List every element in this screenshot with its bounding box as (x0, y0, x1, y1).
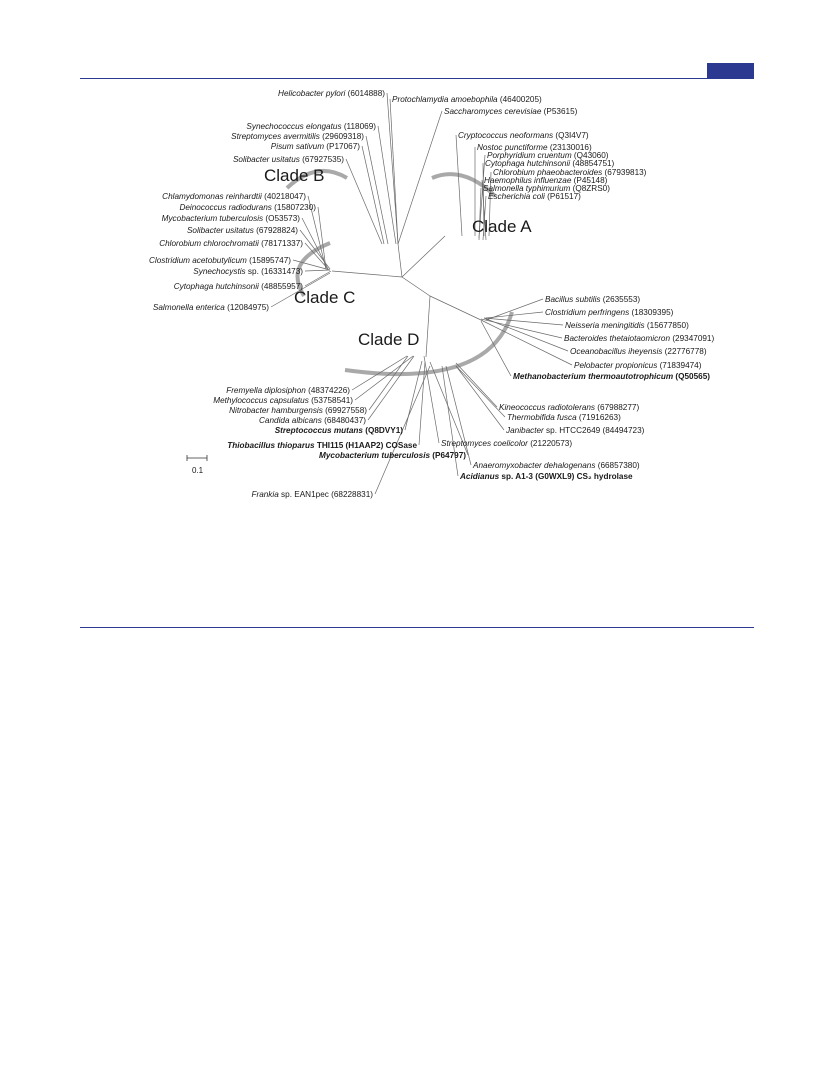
accession: (67927535) (299, 155, 344, 164)
species-name: Frankia (251, 490, 279, 499)
leaf-label (564, 334, 714, 343)
species-name: Clostridium acetobutylicum (149, 256, 247, 265)
accession: (15677850) (644, 321, 689, 330)
leaf-label (153, 303, 269, 312)
accession: (Q50565) (673, 372, 710, 381)
internal-branch (430, 296, 481, 320)
accession: sp. EAN1pec (68228831) (278, 490, 373, 499)
leaf-label (231, 132, 364, 141)
leaf-label (246, 122, 376, 131)
leaf-label (488, 192, 581, 201)
accession: (P53615) (541, 107, 578, 116)
species-name: Bacteroides thetaiotaomicron (564, 334, 671, 343)
accession: (P61517) (544, 192, 581, 201)
species-name: Porphyridium cruentum (487, 151, 572, 160)
accession: (66857380) (595, 461, 640, 470)
accession: (40218047) (261, 192, 306, 201)
accession: (46400205) (497, 95, 542, 104)
species-name: Mycobacterium tuberculosis (319, 451, 431, 460)
species-name: Bacillus subtilis (545, 295, 601, 304)
internal-branch (332, 271, 402, 277)
leaf-branch (366, 136, 388, 244)
accession: (12084975) (224, 303, 269, 312)
species-name: Kineococcus radiotolerans (499, 403, 596, 412)
species-name: Streptococcus mutans (274, 426, 363, 435)
leaf-label (505, 426, 645, 435)
leaf-branch (456, 366, 504, 430)
species-name: Neisseria meningitidis (565, 321, 645, 330)
internal-branch (426, 296, 430, 357)
leaf-label (574, 361, 702, 370)
leaf-label (162, 214, 301, 223)
species-name: Streptomyces avermitilis (231, 132, 320, 141)
accession: (48855957) (258, 282, 303, 291)
clade-a-label: Clade A (472, 217, 532, 236)
internal-branch (398, 244, 402, 277)
species-name: Methylococcus capsulatus (213, 396, 309, 405)
leaf-label (179, 203, 316, 212)
leaf-branch (378, 126, 396, 244)
leaf-label (193, 267, 303, 276)
leaf-label (392, 95, 542, 104)
clade-b-label: Clade B (264, 166, 325, 185)
clade-c-label: Clade C (294, 288, 356, 307)
species-name: Mycobacterium tuberculosis (161, 214, 264, 223)
species-name: Fremyella diplosiphon (226, 386, 306, 395)
leaf-branch (484, 318, 563, 325)
leaf-label (229, 406, 367, 415)
species-name: Anaeromyxobacter dehalogenans (473, 461, 596, 470)
accession: sp. HTCC2649 (84494723) (543, 426, 645, 435)
leaf-branch (405, 361, 422, 430)
species-name: Pisum sativum (270, 142, 325, 151)
accession: (29609318) (319, 132, 364, 141)
accession: (23130016) (547, 143, 592, 152)
leaf-label (149, 256, 291, 265)
species-name: Synechococcus elongatus (246, 122, 342, 131)
accession: (118069) (341, 122, 376, 131)
species-name: Clostridium perfringens (545, 308, 630, 317)
leaf-branch (305, 271, 331, 286)
leaf-label (499, 403, 639, 412)
accession: (53758541) (308, 396, 353, 405)
leaf-label (271, 142, 360, 151)
leaf-label (319, 451, 466, 460)
leaf-branch (456, 363, 497, 407)
species-name: Nostoc punctiforme (477, 143, 548, 152)
leaf-branch (486, 312, 543, 318)
species-name: Oceanobacillus iheyensis (570, 347, 663, 356)
species-name: Haemophilus influenzae (484, 176, 572, 185)
accession: (67939813) (602, 168, 647, 177)
species-name: Cryptococcus neoformans (458, 131, 554, 140)
leaf-label (213, 396, 353, 405)
leaf-branch (362, 146, 384, 244)
scale-bar (187, 455, 207, 475)
leaf-label (485, 159, 615, 168)
leaf-label (233, 155, 344, 164)
leaf-label (227, 441, 417, 450)
accession: (15895747) (246, 256, 291, 265)
leaf-label (174, 282, 304, 291)
accession: THI115 (H1AAP2) COSase (314, 441, 417, 450)
accession: (69927558) (322, 406, 367, 415)
leaf-label (226, 386, 350, 395)
leaf-branch (355, 356, 413, 400)
species-name: Methanobacterium thermoautotrophicum (513, 372, 674, 381)
species-name: Chlorobium phaeobacteroides (493, 168, 603, 177)
accession: (P45148) (571, 176, 608, 185)
accession: (Q8ZRS0) (570, 184, 610, 193)
leaf-branch (390, 99, 398, 244)
leaf-label (545, 295, 640, 304)
leaf-branch (424, 356, 439, 443)
accession: (O53573) (263, 214, 300, 223)
leaf-label (187, 226, 298, 235)
leaf-labels (149, 89, 714, 499)
accession: sp. (16331473) (245, 267, 303, 276)
leaf-label (565, 321, 689, 330)
leaf-branch (484, 318, 568, 351)
accession: (Q8DVY1) (362, 426, 403, 435)
leaf-label (441, 439, 572, 448)
leaf-label (275, 426, 404, 435)
species-name: Protochlamydia amoebophila (392, 95, 498, 104)
species-name: Pelobacter propionicus (574, 361, 658, 370)
leaf-label (458, 131, 589, 140)
internal-branch (402, 236, 445, 277)
accession: (78171337) (258, 239, 303, 248)
accession: (Q3I4V7) (553, 131, 589, 140)
leaf-label (513, 372, 710, 381)
leaf-branch (456, 366, 505, 417)
leaf-branch (346, 159, 382, 244)
leaf-label (472, 461, 640, 470)
leaf-branch (318, 207, 326, 269)
species-name: Synechocystis (193, 267, 246, 276)
species-name: Solibacter usitatus (232, 155, 300, 164)
accession: (2635553) (600, 295, 641, 304)
leaf-label (444, 107, 578, 116)
species-name: Salmonella typhimurium (483, 184, 571, 193)
accession: (Q43060) (571, 151, 609, 160)
species-name: Janibacter (506, 426, 544, 435)
species-name: Thiobacillus thioparus (227, 441, 315, 450)
accession: (P64797) (430, 451, 466, 460)
leaf-branch (305, 270, 330, 271)
accession: (68480437) (321, 416, 366, 425)
accession: (48374226) (305, 386, 350, 395)
accession: (71916263) (576, 413, 621, 422)
leaf-label (459, 472, 633, 481)
species-name: Saccharomyces cerevisiae (444, 107, 542, 116)
species-name: Deinococcus radiodurans (179, 203, 272, 212)
species-name: Nitrobacter hamburgensis (229, 406, 323, 415)
accession: (67988277) (595, 403, 640, 412)
leaf-label (159, 239, 303, 248)
leaf-label (259, 416, 366, 425)
accession: (15807230) (271, 203, 316, 212)
accession: (6014888) (345, 89, 385, 98)
leaf-label (570, 347, 707, 356)
internal-branch (402, 277, 430, 296)
clade-d-label: Clade D (358, 330, 420, 349)
scale-label: 0.1 (192, 466, 204, 475)
species-name: Escherichia coli (488, 192, 545, 201)
accession: sp. A1-3 (G0WXL9) CS₂ hydrolase (499, 472, 633, 481)
accession: (21220573) (527, 439, 573, 448)
accession: (71839474) (657, 361, 702, 370)
leaf-label (251, 490, 373, 499)
accession: (29347091) (670, 334, 715, 343)
species-name: Cytophaga hutchinsonii (485, 159, 571, 168)
accession: (67928824) (253, 226, 298, 235)
species-name: Helicobacter pylori (278, 89, 346, 98)
leaf-label (162, 192, 306, 201)
species-name: Chlorobium chlorochromatii (159, 239, 259, 248)
leaf-label (507, 413, 621, 422)
leaf-branch (456, 135, 462, 236)
accession: (P17067) (324, 142, 360, 151)
species-name: Salmonella enterica (152, 303, 225, 312)
leaf-label (278, 89, 385, 98)
leaf-label (545, 308, 674, 317)
accession: (18309395) (629, 308, 674, 317)
species-name: Streptomyces coelicolor (441, 439, 528, 448)
species-name: Solibacter usitatus (186, 226, 254, 235)
accession: (22776778) (662, 347, 707, 356)
species-name: Thermobifida fusca (507, 413, 577, 422)
species-name: Candida albicans (259, 416, 322, 425)
species-name: Chlamydomonas reinhardtii (162, 192, 262, 201)
species-name: Cytophaga hutchinsonii (173, 282, 259, 291)
accession: (48854751) (570, 159, 615, 168)
species-name: Acidianus (460, 472, 500, 481)
